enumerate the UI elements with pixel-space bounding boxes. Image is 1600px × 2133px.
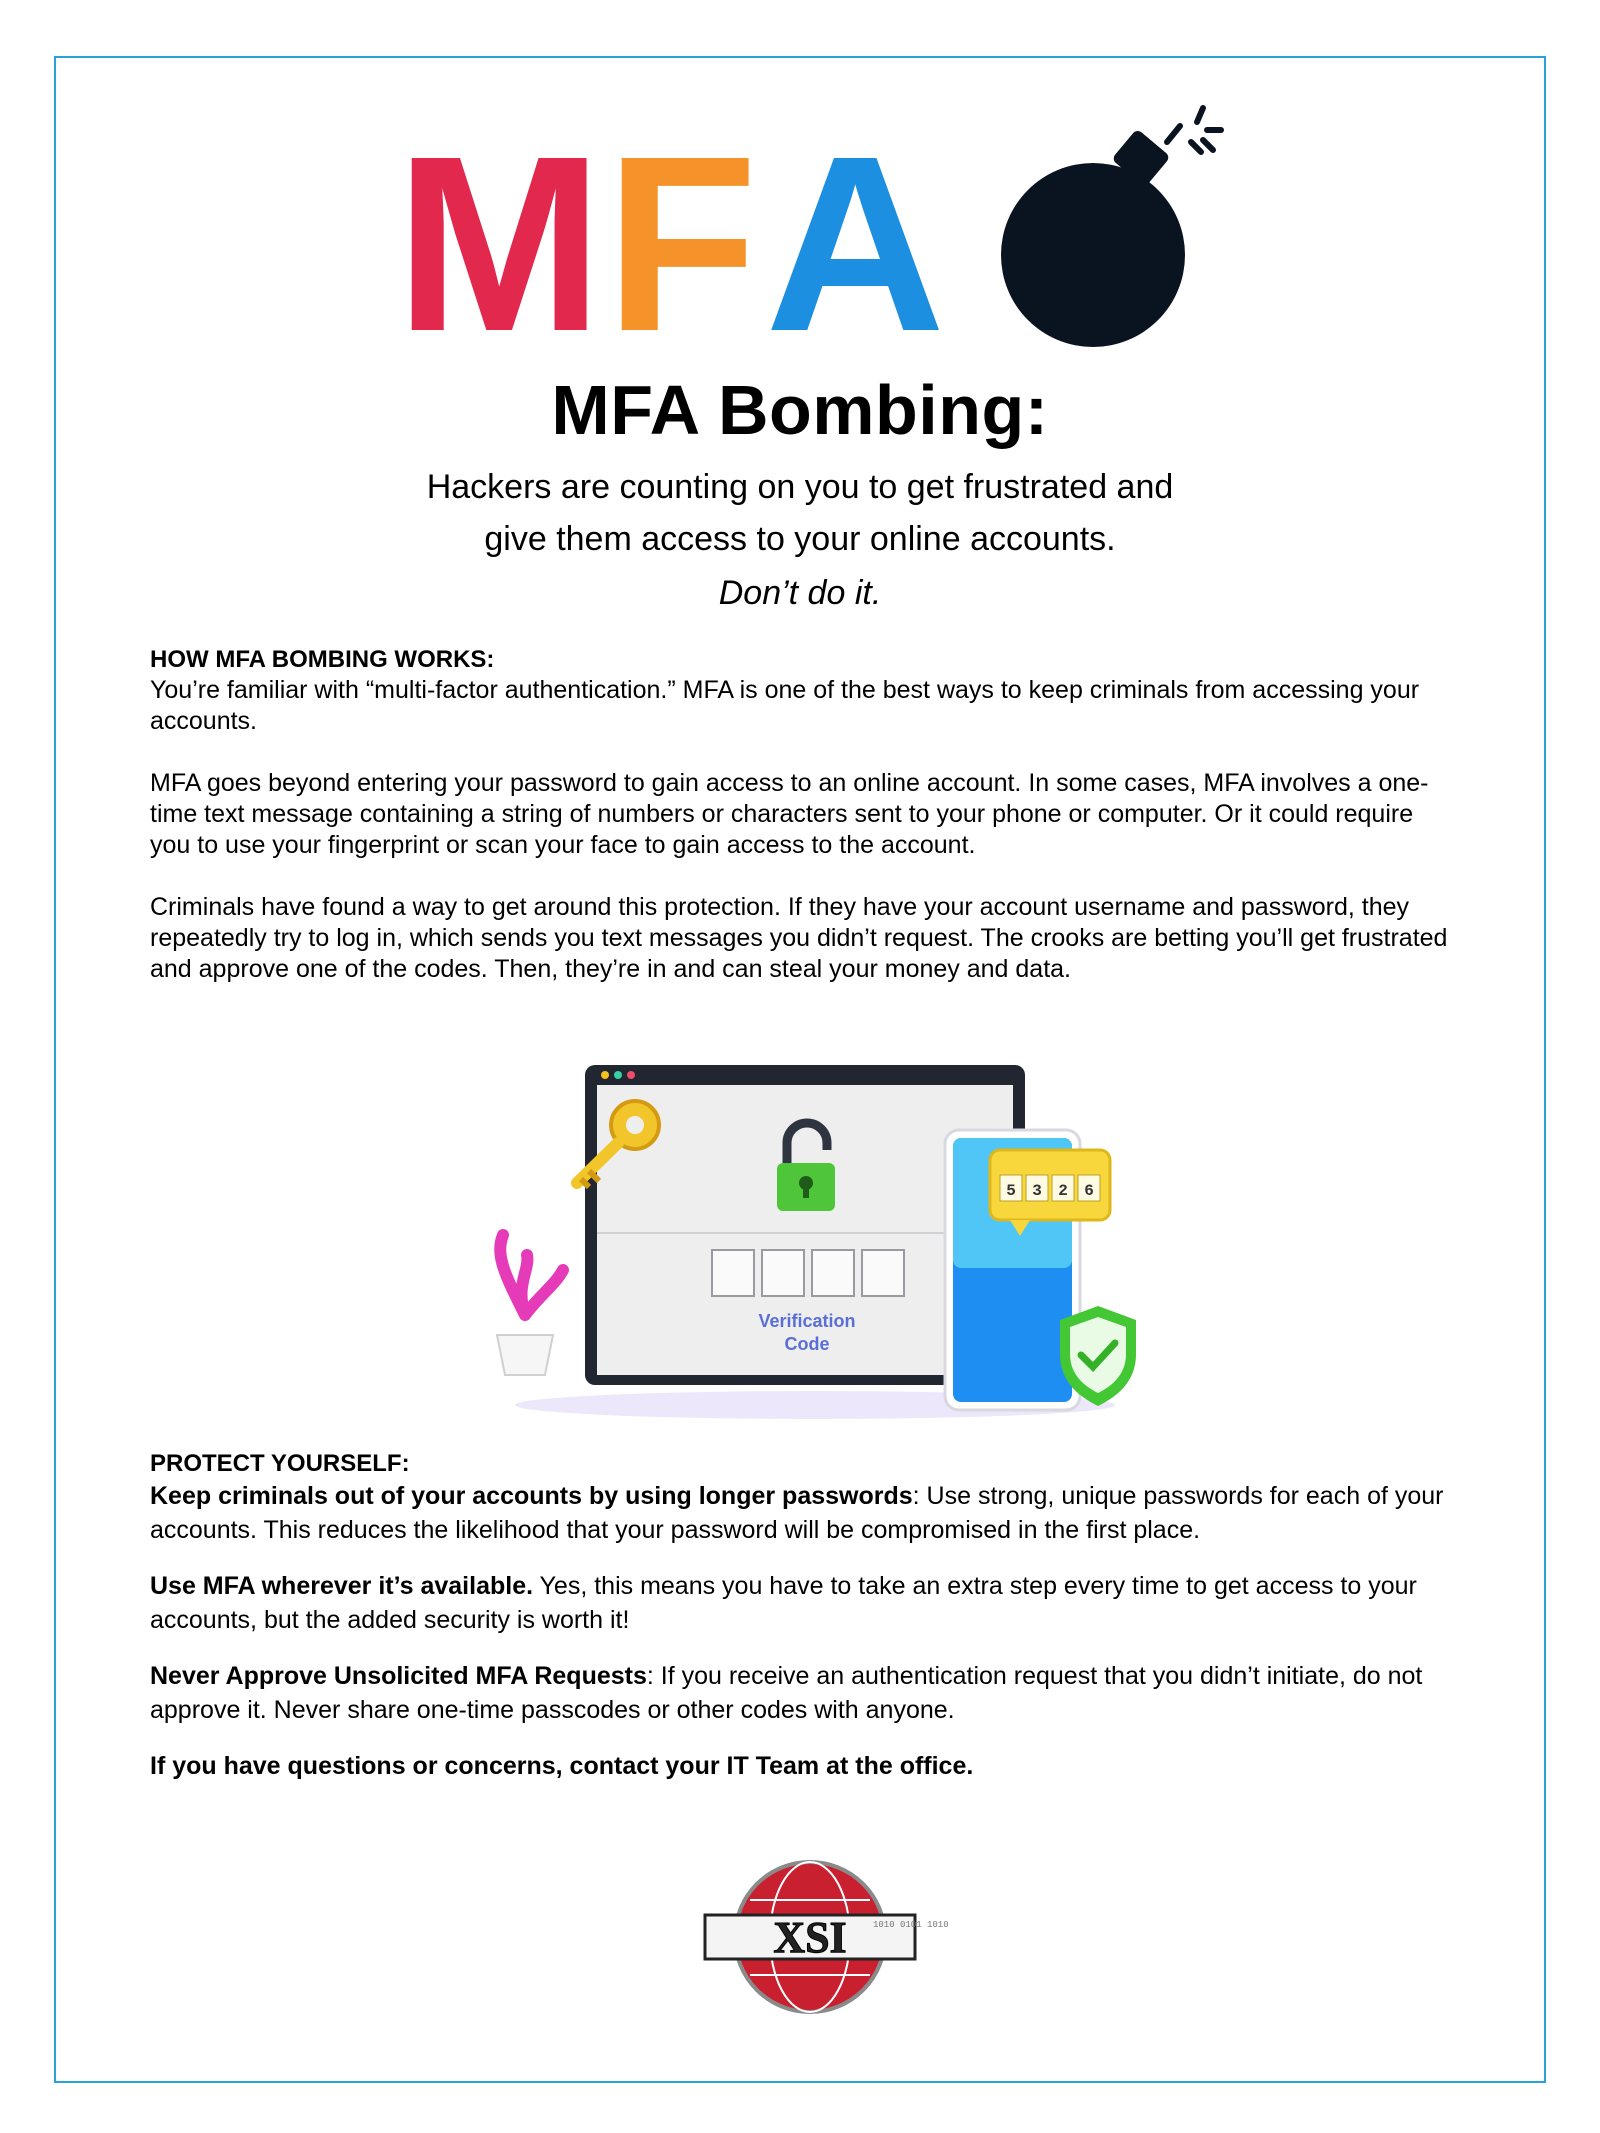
how-paragraph-2: MFA goes beyond entering your password to gain access to an online account. In some cases, MFA involves a one-time text message containing a string of numbers or characters sent to your phone or computer. Or it could require you to use your fingerprint or scan your face to gain access to the account. — [150, 769, 1429, 859]
code-digit-2: 3 — [1032, 1182, 1042, 1200]
verification-label-2: Code — [784, 1334, 830, 1354]
protect-heading: PROTECT YOURSELF: — [150, 1450, 410, 1477]
verification-illustration — [485, 1055, 1165, 1430]
mfa-logo — [395, 100, 1215, 383]
xsi-logo — [695, 1855, 949, 2020]
xsi-binary-text: 1010 0101 1010 — [873, 1920, 949, 1930]
how-paragraph-3: Criminals have found a way to get around this protection. If they have your account username and password, they repeatedly try to log in, which sends you text messages you didn’t request. The crooks are betting you’ll get frustrated and approve one of the codes. Then, they’re in and can steal your money and data. — [150, 893, 1448, 983]
logo-letter-m: M — [395, 104, 604, 383]
code-digit-3: 2 — [1058, 1182, 1068, 1200]
page-title: MFA Bombing: — [551, 371, 1049, 449]
subtitle-line-1: Hackers are counting on you to get frustrated and — [426, 468, 1174, 506]
closing-note: If you have questions or concerns, contact your IT Team at the office. — [150, 1752, 974, 1780]
how-paragraph-1: You’re familiar with “multi-factor authentication.” MFA is one of the best ways to keep criminals from accessing your accounts. — [150, 676, 1420, 735]
how-it-works-heading: HOW MFA BOMBING WORKS: — [150, 646, 495, 673]
protect-yourself-section — [150, 1449, 1460, 1805]
verification-label-1: Verification — [758, 1311, 856, 1331]
how-it-works-section — [150, 645, 1460, 1016]
protect-tip-2: Use MFA wherever it’s available. Yes, this means you have to take an extra step every time to get access to your accounts, but the added security is worth it! — [150, 1572, 1417, 1634]
xsi-logo-text: XSI — [773, 1913, 847, 1962]
bomb-icon — [1001, 108, 1221, 347]
logo-letter-a: A — [765, 104, 946, 383]
plant-icon — [497, 1235, 563, 1375]
protect-tip-1: Keep criminals out of your accounts by using longer passwords: Use strong, unique passwords for each of your accounts. This reduces the likelihood that your password will be compromised in the first place. — [150, 1482, 1444, 1544]
code-digit-1: 5 — [1006, 1182, 1016, 1200]
protect-tip-3: Never Approve Unsolicited MFA Requests: If you receive an authentication request that you didn’t initiate, do not approve it. Never share one-time passcodes or other codes with anyone. — [150, 1662, 1423, 1724]
subtitle-tagline: Don’t do it. — [718, 574, 882, 612]
subtitle-line-2: give them access to your online accounts. — [484, 520, 1116, 558]
code-digit-4: 6 — [1084, 1182, 1094, 1200]
logo-letter-f: F — [605, 104, 758, 383]
